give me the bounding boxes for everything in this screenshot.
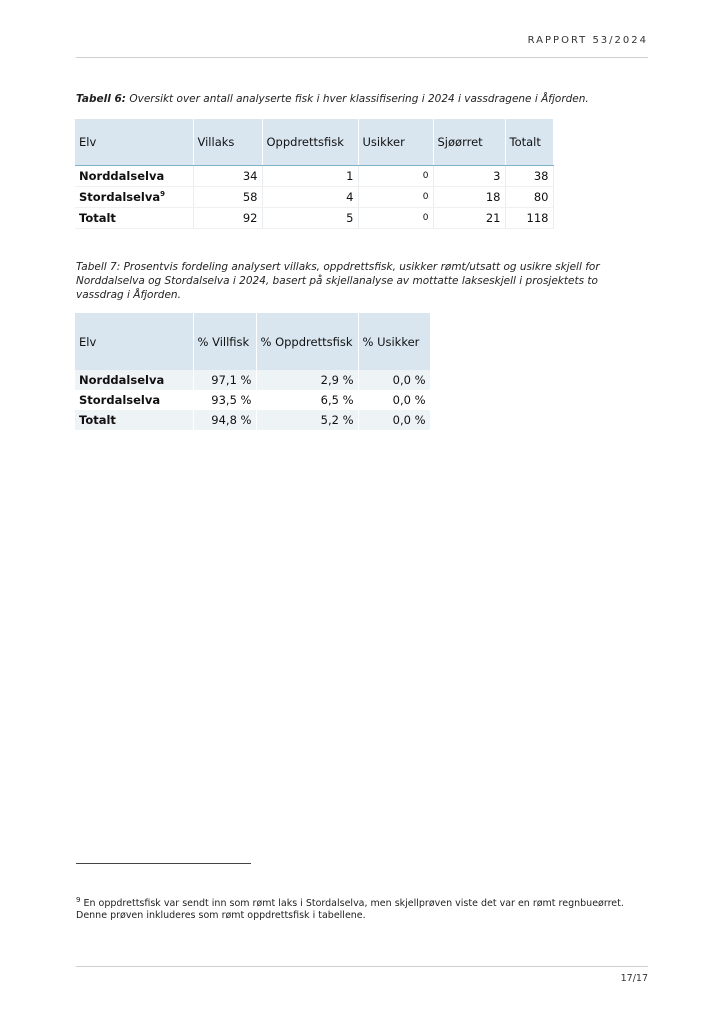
table6-col-header: Totalt xyxy=(505,119,553,166)
table-row xyxy=(75,187,553,208)
table6-row-name xyxy=(75,208,193,229)
footer-divider xyxy=(76,966,648,967)
table7-col-header: % Usikker xyxy=(358,313,430,370)
table-cell: 92 xyxy=(193,208,262,229)
footnote-divider xyxy=(76,863,251,864)
table-cell: 0 xyxy=(358,208,433,229)
table-cell: 18 xyxy=(433,187,505,208)
table6-header-row xyxy=(75,119,553,166)
footnote-text: En oppdrettsfisk var sendt inn som rømt laks i Stordalselva, men skjellprøven viste det var en rømt regnbueørret. Denne prøven inkluderes som rømt oppdrettsfisk i tabellene. xyxy=(76,898,624,922)
table-cell: 0 xyxy=(358,187,433,208)
table6 xyxy=(75,119,554,229)
table6-col-header: Sjøørret xyxy=(433,119,505,166)
table6-col-header: Usikker xyxy=(358,119,433,166)
footnote-marker[interactable]: 9 xyxy=(160,190,166,199)
table6-col-header: Oppdrettsfisk xyxy=(262,119,358,166)
table-row xyxy=(75,208,553,229)
table-cell: 93,5 % xyxy=(193,390,256,410)
table-cell: 5 xyxy=(262,208,358,229)
table-cell: 80 xyxy=(505,187,553,208)
table7-caption: Tabell 7: Prosentvis fordeling analysert villaks, oppdrettsfisk, usikker rømt/utsatt og usikre skjell for Norddalselva og Stordalselva i 2024, basert på skjellanalyse av mottatte lakseskjell i prosjektets to vassdrag i Åfjorden. xyxy=(76,261,600,301)
table6-caption-label: Tabell 6: xyxy=(76,93,126,105)
table-row xyxy=(75,390,430,410)
table-cell: 3 xyxy=(433,166,505,187)
table6-caption xyxy=(76,92,656,106)
table-row xyxy=(75,410,430,430)
table-cell: 0,0 % xyxy=(358,370,430,390)
river-name: Stordalselva xyxy=(79,190,161,204)
table-cell: 97,1 % xyxy=(193,370,256,390)
table-row xyxy=(75,370,430,390)
river-name: Norddalselva xyxy=(79,169,165,183)
table7-header-row xyxy=(75,313,430,370)
table7 xyxy=(75,313,431,430)
table-cell: 2,9 % xyxy=(256,370,358,390)
header-divider xyxy=(76,57,648,58)
table7-col-header: % Villfisk xyxy=(193,313,256,370)
report-header: RAPPORT 53/2024 xyxy=(527,35,648,46)
table-cell: 5,2 % xyxy=(256,410,358,430)
table-cell: 0,0 % xyxy=(358,390,430,410)
table-cell: 94,8 % xyxy=(193,410,256,430)
total-label: Totalt xyxy=(79,211,116,225)
table-cell: 0,0 % xyxy=(358,410,430,430)
table-cell: 58 xyxy=(193,187,262,208)
table6-col-header: Elv xyxy=(75,119,193,166)
table-cell: 21 xyxy=(433,208,505,229)
table7-col-header: Elv xyxy=(75,313,193,370)
table7-col-header: % Oppdrettsfisk xyxy=(256,313,358,370)
table6-col-header: Villaks xyxy=(193,119,262,166)
table-cell: 34 xyxy=(193,166,262,187)
table7-row-name: Totalt xyxy=(75,410,193,430)
table6-row-name xyxy=(75,166,193,187)
table-cell: 118 xyxy=(505,208,553,229)
table-cell: 38 xyxy=(505,166,553,187)
table6-row-name xyxy=(75,187,193,208)
footnote xyxy=(76,894,651,922)
table-cell: 0 xyxy=(358,166,433,187)
footnote-number: 9 xyxy=(76,896,81,904)
page-number: 17/17 xyxy=(620,973,648,984)
table6-caption-text: Oversikt over antall analyserte fisk i hver klassifisering i 2024 i vassdragene i Åfjorden. xyxy=(126,93,589,105)
table-row xyxy=(75,166,553,187)
table7-row-name: Stordalselva xyxy=(75,390,193,410)
table7-row-name: Norddalselva xyxy=(75,370,193,390)
table-cell: 4 xyxy=(262,187,358,208)
table-cell: 1 xyxy=(262,166,358,187)
table-cell: 6,5 % xyxy=(256,390,358,410)
